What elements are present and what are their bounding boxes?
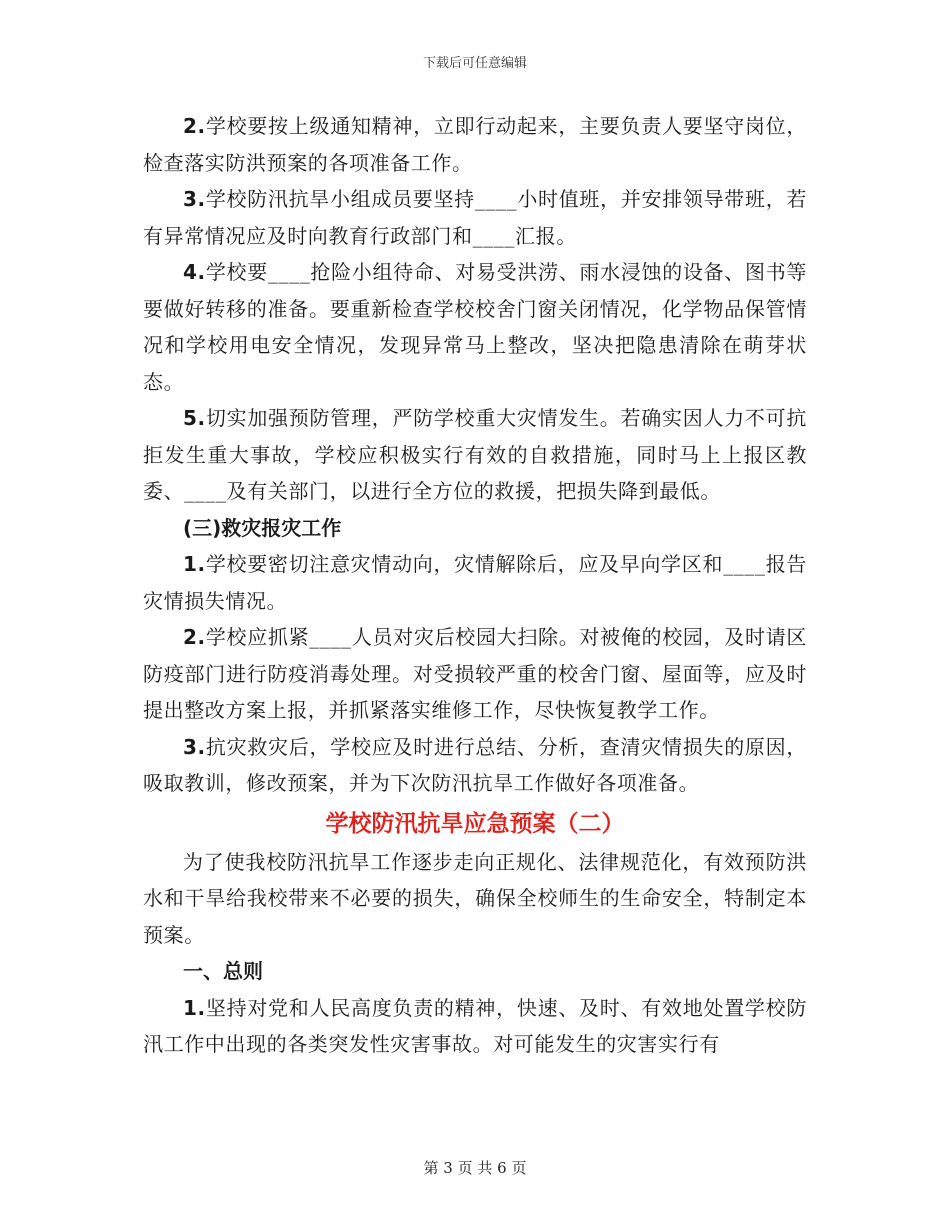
paragraph-text: 抗灾救灾后，学校应及时进行总结、分析，查清灾情损失的原因，吸取教训，修改预案，并为下次防汛抗旱工作做好各项准备。 [143,734,807,795]
paragraph-text: 学校要____抢险小组待命、对易受洪涝、雨水浸蚀的设备、图书等要做好转移的准备。要重新检查学校校舍门窗关闭情况，化学物品保管情况和学校用电安全情况，发现异常马上整改，坚决把隐患清除在萌芽状态。 [143,260,807,394]
paragraph-relief-2 [143,619,807,729]
item-number: 1. [183,995,206,1020]
paragraph-text: 学校要按上级通知精神，立即行动起来，主要负责人要坚守岗位，检查落实防洪预案的各项准备工作。 [143,114,807,175]
paragraph-item-5 [143,400,807,510]
intro-paragraph: 为了使我校防汛抗旱工作逐步走向正规化、法律规范化，有效预防洪水和干旱给我校带来不必要的损失，确保全校师生的生命安全，特制定本预案。 [143,849,807,947]
paragraph-text: 学校应抓紧____人员对灾后校园大扫除。对被俺的校园，及时请区防疫部门进行防疫消毒处理。对受损较严重的校舍门窗、屋面等，应及时提出整改方案上报，并抓紧落实维修工作，尽快恢复教学工作。 [143,625,807,722]
paragraph-text: 切实加强预防管理，严防学校重大灾情发生。若确实因人力不可抗拒发生重大事故，学校应积极实行有效的自救措施，同时马上上报区教委、____及有关部门，以进行全方位的救援，把损失降到最低。 [143,406,807,503]
paragraph-principle-1 [143,990,807,1063]
paragraph-item-4 [143,254,807,400]
paragraph-text: 坚持对党和人民高度负责的精神，快速、及时、有效地处置学校防汛工作中出现的各类突发性灾害事故。对可能发生的灾害实行有 [143,995,807,1056]
paragraph-relief-1 [143,546,807,619]
paragraph-relief-3 [143,729,807,802]
item-number: 1. [183,552,206,576]
document-body [143,108,807,1063]
subheading-relief-reporting: (三)救灾报灾工作 [183,515,342,540]
item-number: 5. [183,406,206,430]
paragraph-item-2 [143,108,807,181]
item-number: 4. [183,260,206,284]
subheading-general-principles: 一、总则 [183,959,263,983]
paragraph-text: 学校要密切注意灾情动向，灾情解除后，应及早向学区和____报告灾情损失情况。 [143,552,807,613]
page-header: 下载后可任意编辑 [422,56,527,71]
page-footer: 第 3 页 共 6 页 [423,1159,527,1177]
item-number: 2. [183,114,206,138]
section-title: 学校防汛抗旱应急预案（二） [325,810,625,837]
paragraph-text: 学校防汛抗旱小组成员要坚持____小时值班，并安排领导带班，若有异常情况应及时向教育行政部门和____汇报。 [143,187,807,248]
paragraph-item-3 [143,181,807,254]
item-number: 3. [183,187,206,211]
item-number: 2. [183,625,206,649]
item-number: 3. [183,734,206,759]
